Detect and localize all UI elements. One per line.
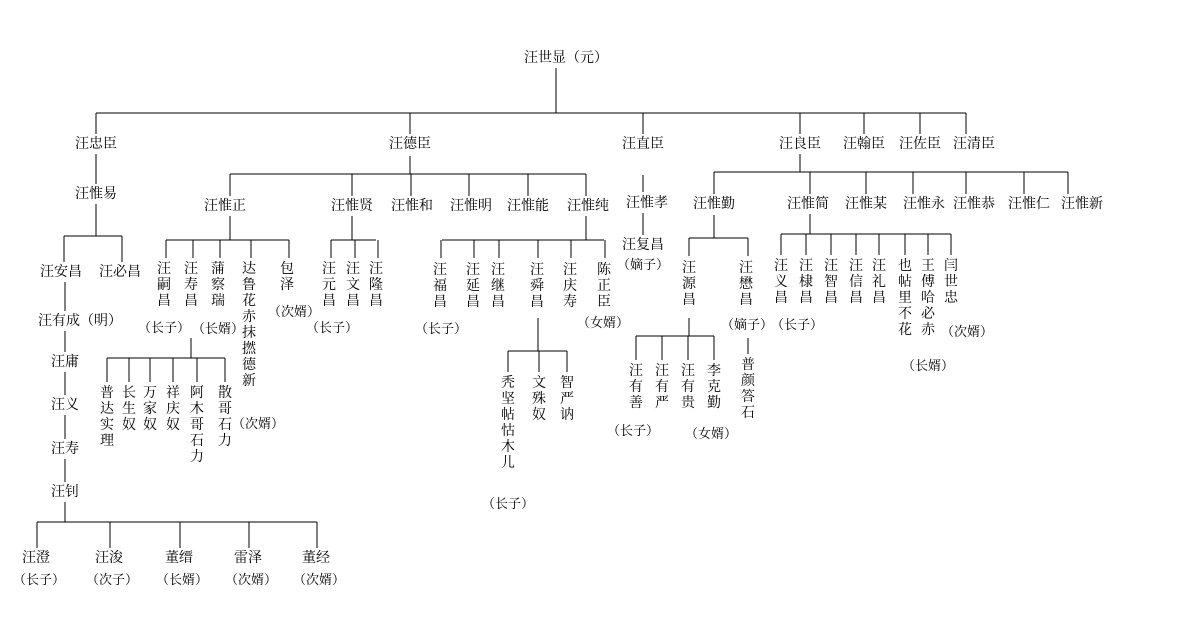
relation-note: （次婿）	[293, 573, 346, 588]
person-node: 汪福昌	[433, 262, 447, 310]
person-node: 汪惟新	[1061, 196, 1103, 212]
relation-note: （长婿）	[902, 359, 955, 374]
person-node: 汪有成（明）	[38, 313, 122, 329]
person-node: 李克勤	[707, 363, 721, 411]
person-node: 汪有贵	[681, 363, 695, 411]
person-node: 普颜答石	[741, 357, 755, 421]
relation-note: （长子）	[306, 321, 359, 336]
person-node: 汪寿	[51, 441, 79, 457]
person-node: 达鲁花赤抹撚德新	[242, 261, 256, 389]
person-node: 汪惟某	[845, 196, 887, 212]
relation-note: （长子）	[13, 573, 66, 588]
person-node: 汪隆昌	[369, 261, 383, 309]
relation-note: （嫡子）	[617, 258, 670, 273]
person-node: 汪礼昌	[872, 258, 886, 306]
person-node: 汪智昌	[824, 258, 838, 306]
relation-note: （次婿）	[232, 417, 285, 432]
person-node: 智严讷	[560, 375, 574, 423]
person-node: 汪文昌	[346, 261, 360, 309]
person-node: 汪惟正	[204, 198, 246, 214]
person-node: 秃坚帖怙木儿	[501, 375, 515, 471]
person-node: 汪信昌	[849, 258, 863, 306]
gen1-node: 汪翰臣	[843, 136, 885, 152]
person-node: 汪庆寿	[563, 262, 577, 310]
relation-note: （次子）	[86, 573, 139, 588]
person-node: 汪惟易	[75, 186, 117, 202]
person-node: 陈正臣	[597, 262, 611, 310]
gen1-node: 汪德臣	[389, 136, 431, 152]
person-node: 汪惟孝	[626, 195, 668, 211]
gen1-node: 汪良臣	[779, 136, 821, 152]
gen1-node: 汪忠臣	[75, 136, 117, 152]
relation-note: （长子）	[771, 318, 824, 333]
relation-note: （长婿）	[156, 573, 209, 588]
person-node: 汪庸	[51, 354, 79, 370]
person-node: 包泽	[280, 261, 294, 293]
person-node: 普达实理	[100, 385, 114, 449]
relation-note: （长子）	[138, 321, 191, 336]
relation-note: （长子）	[482, 497, 535, 512]
person-node: 汪钊	[51, 484, 79, 500]
person-node: 汪元昌	[322, 261, 336, 309]
person-node: 汪惟能	[507, 198, 549, 214]
person-node: 汪惟仁	[1008, 196, 1050, 212]
person-node: 长生奴	[122, 385, 136, 433]
person-node: 汪安昌	[40, 264, 82, 280]
person-node: 祥庆奴	[166, 385, 180, 433]
person-node: 雷泽	[234, 550, 262, 566]
person-node: 汪有善	[629, 363, 643, 411]
person-node: 闫世忠	[944, 258, 958, 306]
person-node: 万家奴	[143, 385, 157, 433]
person-node: 汪惟贤	[331, 198, 373, 214]
person-node: 汪澄	[22, 550, 50, 566]
person-node: 董缙	[165, 550, 193, 566]
relation-note: （次婿）	[941, 325, 994, 340]
relation-note: （次婿）	[268, 305, 321, 320]
person-node: 汪义昌	[774, 258, 788, 306]
relation-note: （长子）	[607, 424, 660, 439]
person-node: 蒲察瑞	[211, 261, 225, 309]
person-node: 文殊奴	[532, 375, 546, 423]
root-node: 汪世显（元）	[524, 50, 608, 66]
person-node: 汪必昌	[99, 264, 141, 280]
person-node: 也帖里不花	[898, 258, 912, 338]
person-node: 汪惟纯	[567, 198, 609, 214]
person-node: 汪惟恭	[953, 196, 995, 212]
person-node: 汪惟简	[787, 196, 829, 212]
person-node: 汪惟永	[903, 196, 945, 212]
relation-note: （女婿）	[577, 316, 630, 331]
person-node: 汪舜昌	[530, 262, 544, 310]
person-node: 汪继昌	[491, 262, 505, 310]
person-node: 散哥石力	[218, 385, 232, 449]
gen1-node: 汪直臣	[622, 136, 664, 152]
person-node: 汪惟和	[391, 198, 433, 214]
person-node: 阿木哥石力	[190, 385, 204, 465]
person-node: 汪浚	[95, 550, 123, 566]
person-node: 汪惟勤	[693, 196, 735, 212]
relation-note: （长婿）	[192, 322, 245, 337]
person-node: 汪寿昌	[184, 261, 198, 309]
person-node: 汪复昌	[622, 237, 664, 253]
person-node: 汪惟明	[450, 198, 492, 214]
person-node: 汪义	[51, 397, 79, 413]
person-node: 董经	[302, 550, 330, 566]
person-node: 汪懋昌	[739, 260, 753, 308]
relation-note: （嫡子）	[721, 318, 774, 333]
person-node: 王傅哈必赤	[921, 258, 935, 338]
person-node: 汪棣昌	[799, 258, 813, 306]
relation-note: （长子）	[415, 322, 468, 337]
gen1-node: 汪佐臣	[899, 136, 941, 152]
person-node: 汪有严	[655, 363, 669, 411]
person-node: 汪嗣昌	[157, 261, 171, 309]
person-node: 汪源昌	[682, 260, 696, 308]
gen1-node: 汪清臣	[953, 136, 995, 152]
relation-note: （次婿）	[225, 573, 278, 588]
person-node: 汪延昌	[466, 262, 480, 310]
relation-note: （女婿）	[685, 427, 738, 442]
